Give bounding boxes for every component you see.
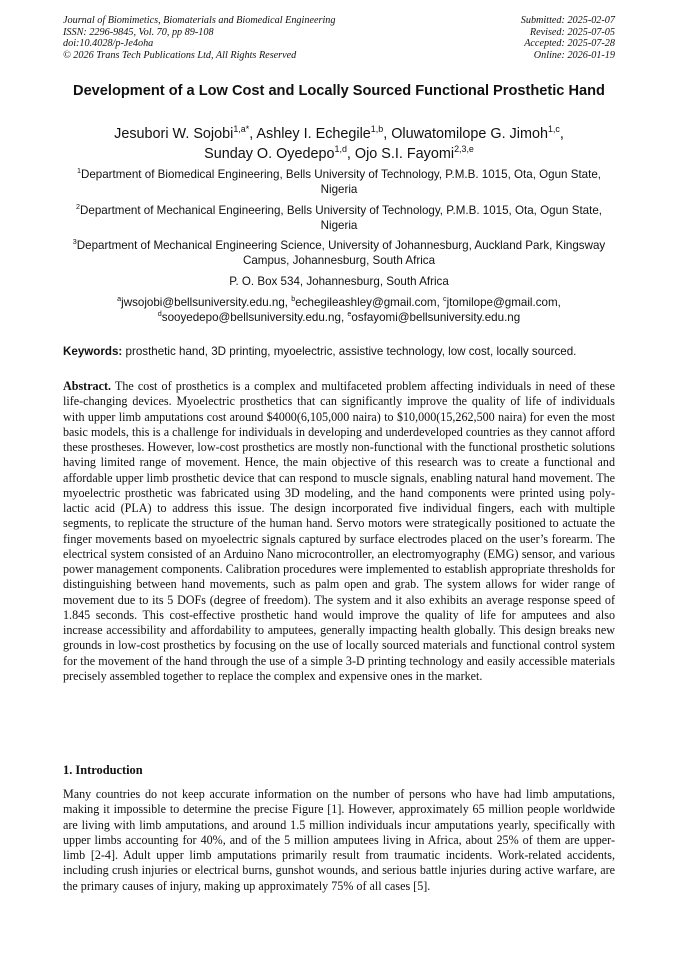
author-list [63, 125, 615, 164]
keywords [63, 345, 615, 359]
email: $^b$echegileashley@gmail.com, [291, 294, 444, 309]
journal-name: Journal of Biomimetics, Biomaterials and Biomedical Engineering [63, 15, 336, 26]
keywords-label: Keywords: [63, 345, 123, 358]
keywords-text: prosthetic hand, 3D printing, myoelectric, assistive technology, low cost, locally sourced. [125, 345, 577, 358]
email: $^a$jwsojobi@bellsuniversity.edu.ng, [117, 294, 292, 309]
accepted-date: Accepted: 2025-07-28 [524, 38, 615, 50]
abstract [63, 379, 615, 684]
paper-title: Development of a Low Cost and Locally Sourced Functional Prosthetic Hand [73, 83, 605, 99]
online-date: Online: 2026-01-19 [533, 49, 615, 61]
author: Ashley I. Echegile$^{1,b}$, [256, 124, 392, 142]
affiliation-address: P. O. Box 534, Johannesburg, South Africa [229, 275, 449, 288]
section-heading: 1. Introduction [63, 763, 143, 777]
author: Oluwatomilope G. Jimoh$^{1,c}$, [391, 124, 564, 142]
affiliation-3: $^3$Department of Mechanical Engineering Science, University of Johannesburg, Auckland Park, Kingsway Campus, Johannesburg, South Africa [72, 237, 606, 267]
author: Sunday O. Oyedepo$^{1,d}$, [204, 143, 355, 162]
author: Ojo S.I. Fayomi$^{2,3,e}$ [354, 143, 474, 162]
copyright: © 2026 Trans Tech Publications Ltd, All Rights Reserved [63, 49, 297, 61]
email: $^d$sooyedepo@bellsuniversity.edu.ng, [157, 308, 348, 324]
abstract-label: Abstract. [63, 379, 112, 393]
header-right [521, 15, 615, 61]
submitted-date: Submitted: 2025-02-07 [520, 15, 615, 26]
intro-paragraph: Many countries do not keep accurate information on the number of persons who have had limb amputations, making it impossible to determine the precise Figure [1]. However, approximately 65 million people worldwide are living with limb amputations, and around 1.5 million individuals incur amputations yearly, specifically with upper limbs accounting for 40%, and of the 5 million amputees living in Africa, about 25% of them are upper-limb [2-4]. Adult upper limb amputations primarily result from traumatic incidents. Work-related accidents, including crush injuries or electrical burns, gunshot wounds, and serious battle injuries during active warfare, are the primary causes of injury, making up approximately 75% of all cases [5]. [63, 787, 615, 893]
affiliation-1: $^1$Department of Biomedical Engineering, Bells University of Technology, P.M.B. 1015, Ota, Ogun State, Nigeria [76, 166, 602, 196]
abstract-text: The cost of prosthetics is a complex and multifaceted problem affecting individuals in need of these life-changing devices. Myoelectric prosthetics that can significantly improve the quality of life of individuals with upper limb amputations cost around $4000(6,105,000 naira) to $10,000(15,262,500 naira) for even the most basic models, this is a challenge for individuals in developing and underdeveloped countries as they cannot afford these prostheses. However, low-cost prosthetics are mostly non-functional with the functional prosthetic solutions having limited range of movement. Hence, the main objective of this research was to create a functional and affordable upper limb prosthetic device that can respond to muscle signals, enabling natural hand movement. The myoelectric prosthetic was fabricated using 3D modeling, and the hand components were printed using poly-lactic acid (PLA) to address this issue. The design incorporated five individual fingers, each with multiple segments, to replicate the structure of the human hand. Servo motors were strategically positioned to actuate the finger movements based on myoelectric signals captured by surface electrodes placed on the user’s forearm. The electrical system consisted of an Arduino Nano microcontroller, an electromyography (EMG) sensor, and various power management components. Calibration procedures were implemented to establish appropriate thresholds for distinguishing between hand movements, such as palm open and grab. The system allows for wider range of movement due to its 5 DOFs (degree of freedom). The system and it also exhibits an average response speed of 1.845 seconds. This cost-effective prosthetic hand would improve the quality of life for amputees and also increase accessibility and affordability to amputees, generally impacting health globally. This design breaks new grounds in low-cost prosthetics by focusing on the use of locally sourced materials and functional control system for the movement of the hand through the use of a simple 3-D printing technology and easily accessible materials precisely assembled together to replace the complex and expensive ones in the market. [63, 379, 615, 683]
email: $^e$osfayomi@bellsuniversity.edu.ng [347, 308, 521, 324]
email-list [63, 296, 615, 325]
issn-volume: ISSN: 2296-9845, Vol. 70, pp 89-108 [63, 26, 214, 38]
doi: doi:10.4028/p-Je4oha [63, 38, 154, 50]
affiliation-2: $^2$Department of Mechanical Engineering, Bells University of Technology, P.M.B. 1015, Ota, Ogun State, Nigeria [76, 202, 602, 232]
email: $^c$jtomilope@gmail.com, [443, 294, 561, 309]
header-left [63, 15, 335, 61]
revised-date: Revised: 2025-07-05 [529, 26, 615, 38]
author: Jesubori W. Sojobi$^{1,a*}$, [114, 124, 257, 142]
